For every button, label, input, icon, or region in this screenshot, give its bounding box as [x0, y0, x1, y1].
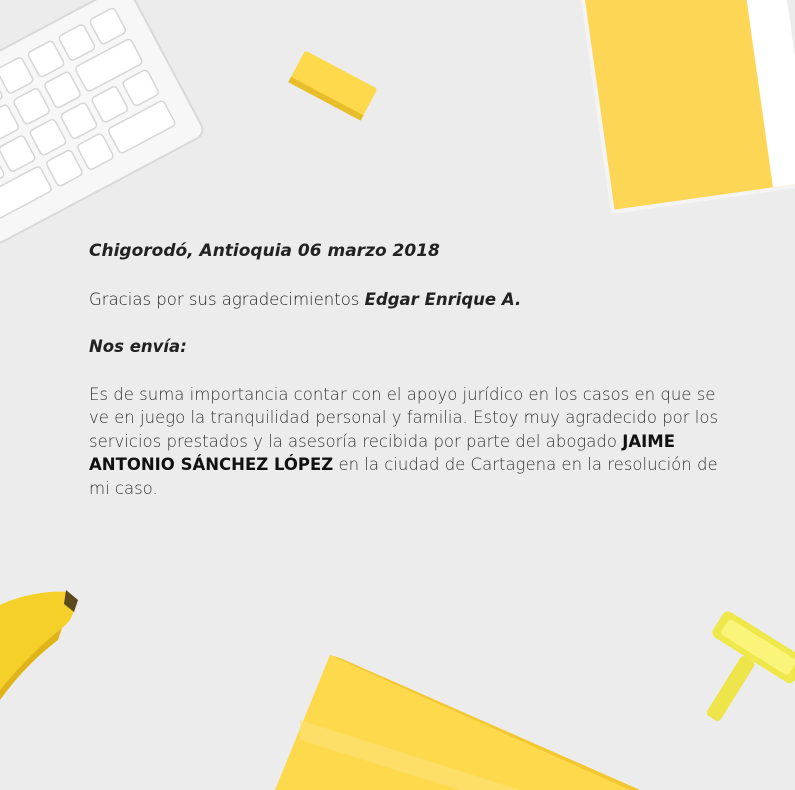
- razor-icon: [673, 609, 795, 745]
- yellow-notebook-icon: [579, 0, 795, 214]
- sender-label: Nos envía:: [89, 337, 187, 356]
- thanks-line: [89, 288, 739, 312]
- message-paragraph: [89, 383, 739, 501]
- message-part2: en la ciudad de Cartagena en la resolución de mi caso.: [89, 455, 718, 498]
- testimonial-letter: [89, 240, 739, 500]
- yellow-eraser-icon: [288, 50, 377, 120]
- yellow-folder-icon: [275, 655, 640, 790]
- message-part1: Es de suma importancia contar con el apoyo jurídico en los casos en que se ve en juego la tranquilidad personal y familia. Estoy muy agradecido por los servicios prestados y la asesoría recibida por parte del abogado: [89, 384, 719, 451]
- banana-icon: [0, 590, 78, 700]
- client-name: Edgar Enrique A.: [364, 289, 522, 309]
- date-line: Chigorodó, Antioquia 06 marzo 2018: [89, 241, 440, 261]
- thanks-prefix: Gracias por sus agradecimientos: [89, 289, 365, 309]
- keyboard-icon: [0, 0, 206, 246]
- lawyer-name: JAIME ANTONIO SÁNCHEZ LÓPEZ: [89, 431, 675, 474]
